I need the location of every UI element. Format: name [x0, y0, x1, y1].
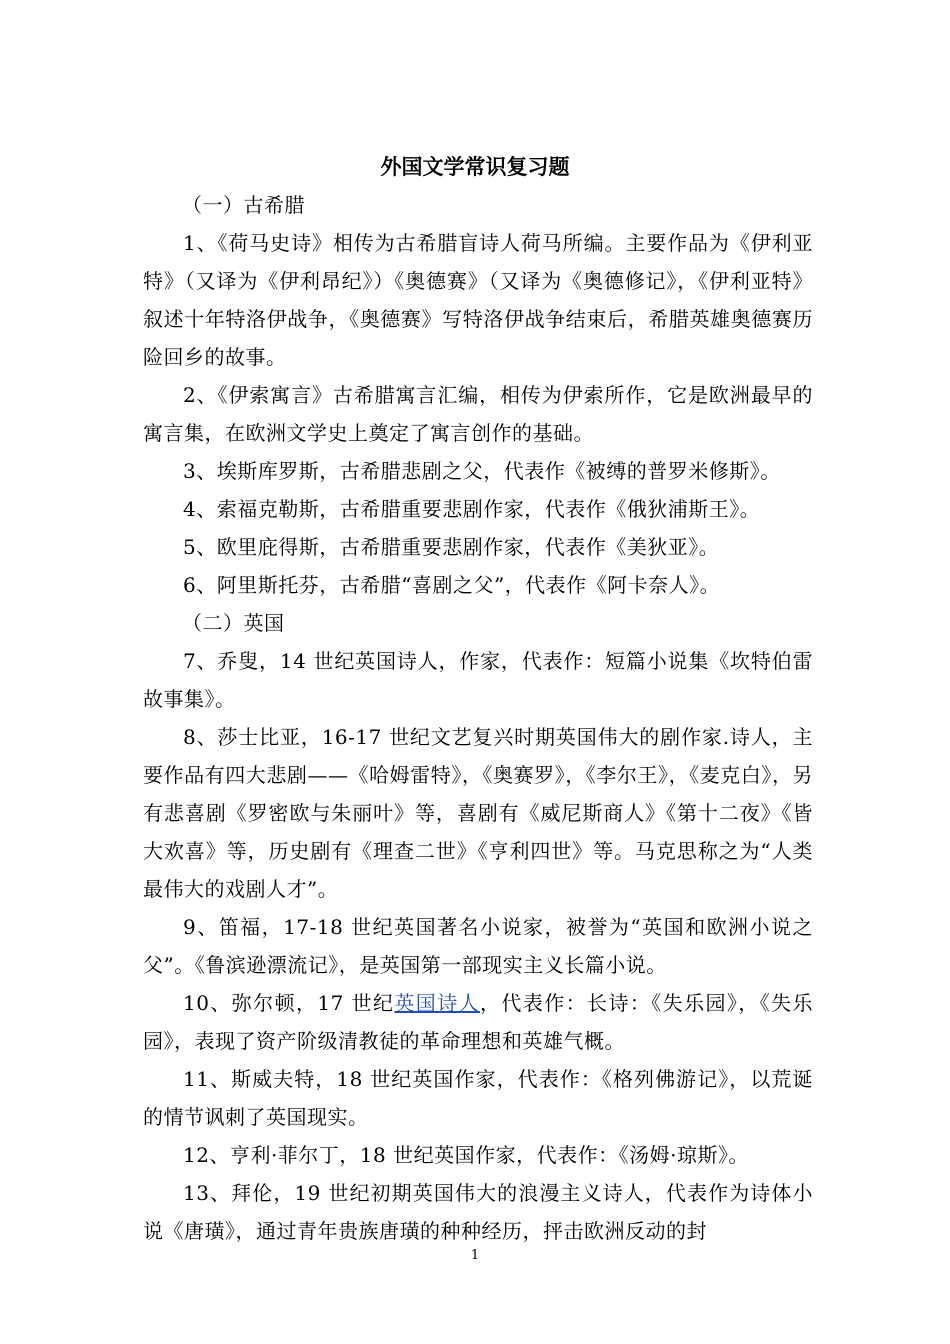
paragraph-13: 13、拜伦，19 世纪初期英国伟大的浪漫主义诗人，代表作为诗体小说《唐璜》，通过青年贵族唐璜的种种经历，抨击欧洲反动的封	[143, 1181, 813, 1243]
section-heading-england: （二）英国	[182, 611, 285, 635]
section-heading-ancient-greece: （一）古希腊	[182, 193, 305, 217]
paragraph-8: 8、莎士比亚，16-17 世纪文艺复兴时期英国伟大的剧作家.诗人，主要作品有四大悲剧——《哈姆雷特》，《奥赛罗》，《李尔王》，《麦克白》，另有悲喜剧《罗密欧与朱丽叶》等，喜剧有《威尼斯商人》《第十二夜》《皆大欢喜》等，历史剧有《理查二世》《亨利四世》等。马克思称之为“人类最伟大的戏剧人才”。	[143, 725, 813, 901]
page-title: 外国文学常识复习题	[380, 155, 570, 179]
paragraph-11: 11、斯威夫特，18 世纪英国作家，代表作：《格列佛游记》，以荒诞的情节讽刺了英国现实。	[143, 1067, 813, 1129]
paragraph-7: 7、乔叟，14 世纪英国诗人，作家，代表作：短篇小说集《坎特伯雷故事集》。	[143, 649, 813, 711]
paragraph-5: 5、欧里庇得斯，古希腊重要悲剧作家，代表作《美狄亚》。	[183, 535, 720, 559]
paragraph-10-start: 10、弥尔顿，17 世纪	[183, 991, 395, 1015]
paragraph-12: 12、亨利·菲尔丁，18 世纪英国作家，代表作：《汤姆·琼斯》。	[183, 1143, 749, 1167]
paragraph-1: 1、《荷马史诗》相传为古希腊盲诗人荷马所编。主要作品为《伊利亚特》（又译为《伊利昂纪》）《奥德赛》（又译为《奥德修记》，《伊利亚特》叙述十年特洛伊战争，《奥德赛》写特洛伊战争结束后，希腊英雄奥德赛历险回乡的故事。	[143, 231, 813, 369]
paragraph-2: 2、《伊索寓言》古希腊寓言汇编，相传为伊索所作，它是欧洲最早的寓言集，在欧洲文学史上奠定了寓言创作的基础。	[143, 383, 813, 445]
paragraph-6: 6、阿里斯托芬，古希腊“喜剧之父”，代表作《阿卡奈人》。	[183, 573, 721, 597]
page-number: 1	[470, 1248, 480, 1263]
document-body	[143, 186, 813, 1250]
paragraph-10	[143, 984, 813, 1060]
paragraph-4: 4、索福克勒斯，古希腊重要悲剧作家，代表作《俄狄浦斯王》。	[183, 497, 761, 521]
paragraph-3: 3、埃斯库罗斯，古希腊悲剧之父，代表作《被缚的普罗米修斯》。	[183, 459, 781, 483]
paragraph-9: 9、笛福，17-18 世纪英国著名小说家，被誉为“英国和欧洲小说之父”。《鲁滨逊漂流记》，是英国第一部现实主义长篇小说。	[143, 915, 813, 977]
paragraph-10-end: ，代表作：长诗：《失乐园》，《失乐园》，表现了资产阶级清教徒的革命理想和英雄气概。	[143, 991, 814, 1053]
english-poet-link[interactable]: 英国诗人	[394, 991, 481, 1015]
